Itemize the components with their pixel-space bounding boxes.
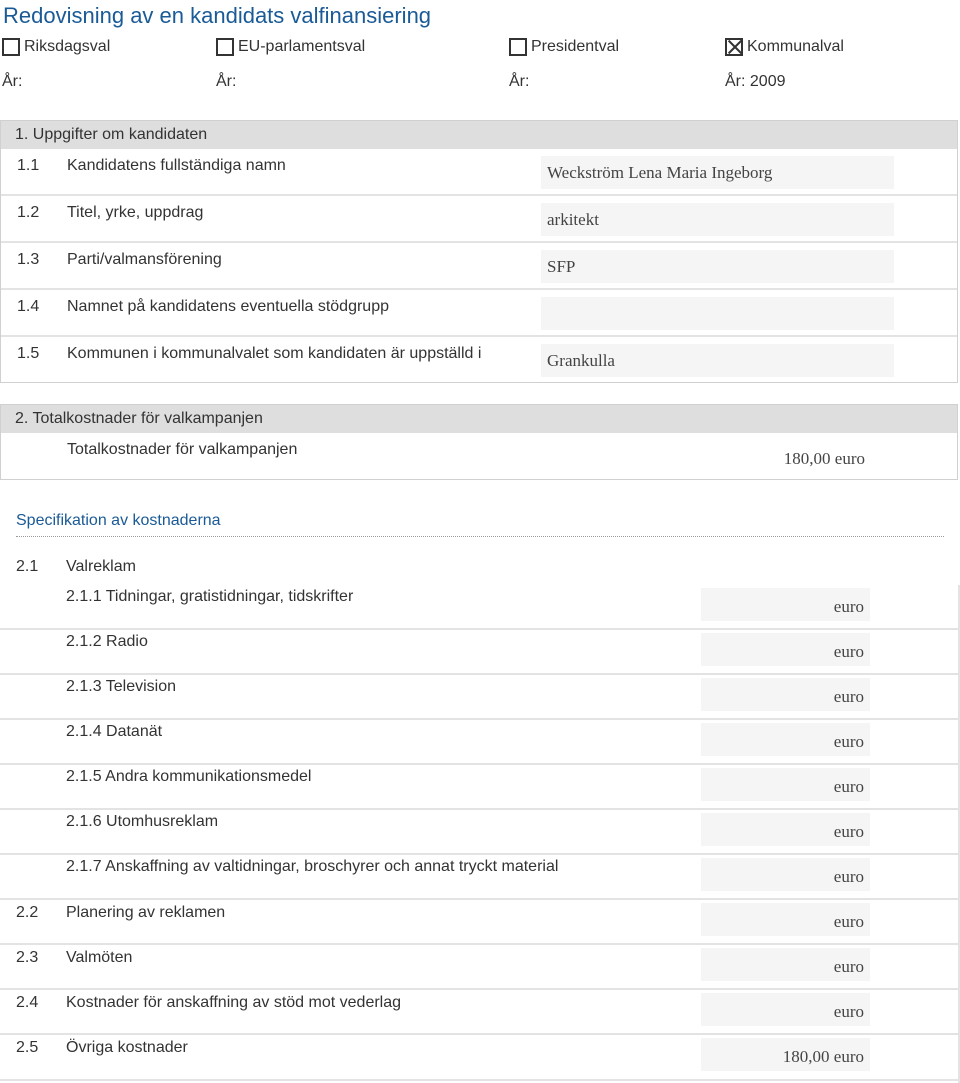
election-type-riksdagsval[interactable] <box>2 38 110 56</box>
row-label: 2.1.7 Anskaffning av valtidningar, broschyrer och annat tryckt material <box>66 858 559 875</box>
total-costs-section <box>0 404 958 480</box>
form-row <box>1 149 957 196</box>
year-label: År: <box>2 73 23 90</box>
form-row <box>1 337 957 382</box>
form-row <box>1 196 957 243</box>
election-type-label: Presidentval <box>531 38 620 55</box>
row-number: 2.1 <box>16 558 39 575</box>
section-heading: 2. Totalkostnader för valkampanjen <box>1 405 957 433</box>
checkbox-icon[interactable] <box>509 38 527 56</box>
row-label: Titel, yrke, uppdrag <box>67 204 204 221</box>
spec-item-row <box>0 898 958 945</box>
row-label: Kostnader för anskaffning av stöd mot vederlag <box>66 994 402 1011</box>
election-type-label: Riksdagsval <box>24 38 111 55</box>
cost-field[interactable]: euro <box>701 858 870 891</box>
page-title: Redovisning av en kandidats valfinansiering <box>3 3 432 28</box>
spec-sub-row <box>0 673 958 720</box>
section-heading: 1. Uppgifter om kandidaten <box>1 121 957 149</box>
row-number: 2.2 <box>16 904 39 921</box>
cost-field[interactable]: euro <box>701 948 870 981</box>
cost-field[interactable]: 180,00 euro <box>701 1038 870 1071</box>
spec-sub-row <box>0 853 958 900</box>
spec-sub-row <box>0 583 958 630</box>
row-number: 1.4 <box>17 298 40 315</box>
spec-sub-row <box>0 763 958 810</box>
checked-checkbox-icon[interactable] <box>725 38 743 56</box>
spec-sub-row <box>0 808 958 855</box>
cost-field[interactable]: euro <box>701 813 870 846</box>
total-costs-field[interactable]: 180,00 euro <box>702 440 871 473</box>
row-number: 2.5 <box>16 1039 39 1056</box>
support-group-field[interactable] <box>541 297 894 330</box>
form-row <box>1 290 957 337</box>
row-number: 1.1 <box>17 157 40 174</box>
spec-item-row <box>0 1033 958 1081</box>
spec-sub-row <box>0 718 958 765</box>
row-number: 1.5 <box>17 345 40 362</box>
municipality-field[interactable]: Grankulla <box>541 344 894 377</box>
election-type-presidentval[interactable] <box>509 38 619 56</box>
cost-field[interactable]: euro <box>701 633 870 666</box>
row-label: 2.1.6 Utomhusreklam <box>66 813 219 830</box>
checkbox-icon[interactable] <box>2 38 20 56</box>
row-label: Namnet på kandidatens eventuella stödgrupp <box>67 298 389 315</box>
row-label: 2.1.2 Radio <box>66 633 148 650</box>
row-number: 2.4 <box>16 994 39 1011</box>
election-type-eu-parlamentsval[interactable] <box>216 38 365 56</box>
cost-field[interactable]: euro <box>701 768 870 801</box>
spec-item-row <box>0 943 958 990</box>
row-number: 1.2 <box>17 204 40 221</box>
election-type-label: Kommunalval <box>747 38 844 55</box>
cost-field[interactable]: euro <box>701 678 870 711</box>
title-field[interactable]: arkitekt <box>541 203 894 236</box>
row-label: 2.1.5 Andra kommunikationsmedel <box>66 768 312 785</box>
row-label: Planering av reklamen <box>66 904 226 921</box>
divider <box>16 536 944 537</box>
row-label: 2.1.4 Datanät <box>66 723 163 740</box>
total-label: Totalkostnader för valkampanjen <box>67 441 298 458</box>
election-type-kommunalval[interactable] <box>725 38 844 56</box>
spec-group-row <box>0 552 958 587</box>
row-label: Valreklam <box>66 558 136 575</box>
row-label: Parti/valmansförening <box>67 251 222 268</box>
election-type-label: EU-parlamentsval <box>238 38 366 55</box>
row-label: 2.1.3 Television <box>66 678 176 695</box>
candidate-name-field[interactable]: Weckström Lena Maria Ingeborg <box>541 156 894 189</box>
year-label: År: <box>216 73 237 90</box>
cost-field[interactable]: euro <box>701 903 870 936</box>
spec-item-row <box>0 988 958 1035</box>
cost-field[interactable]: euro <box>701 723 870 756</box>
year-label: År: 2009 <box>725 73 786 90</box>
cost-field[interactable]: euro <box>701 588 870 621</box>
row-label: Kommunen i kommunalvalet som kandidaten är uppställd i <box>67 345 482 362</box>
row-label: Kandidatens fullständiga namn <box>67 157 286 174</box>
checkbox-icon[interactable] <box>216 38 234 56</box>
row-label: Valmöten <box>66 949 133 966</box>
year-label: År: <box>509 73 530 90</box>
spec-title: Specifikation av kostnaderna <box>16 512 221 529</box>
row-number: 2.3 <box>16 949 39 966</box>
spec-sub-row <box>0 628 958 675</box>
party-field[interactable]: SFP <box>541 250 894 283</box>
row-label: 2.1.1 Tidningar, gratistidningar, tidskrifter <box>66 588 354 605</box>
form-row <box>1 243 957 290</box>
cost-field[interactable]: euro <box>701 993 870 1026</box>
row-number: 1.3 <box>17 251 40 268</box>
candidate-info-section <box>0 120 958 383</box>
row-label: Övriga kostnader <box>66 1039 188 1056</box>
